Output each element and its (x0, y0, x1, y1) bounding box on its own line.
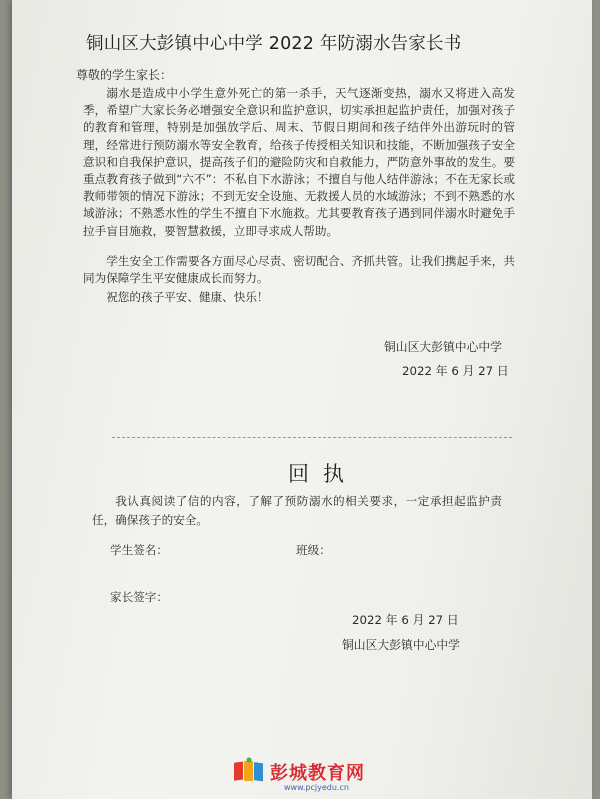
letter-paper (12, 0, 592, 799)
letter-title: 铜山区大彭镇中心中学 2022 年防溺水告家长书 (86, 34, 462, 54)
letter-greeting: 尊敬的学生家长： (76, 68, 173, 82)
reply-date: 2022 年 6 月 27 日 (352, 613, 459, 627)
letter-paragraph-2: 学生安全工作需要各方面尽心尽责、密切配合、齐抓共管。让我们携起手来，共同为保障学生平安健康成长而努力。 (83, 254, 515, 286)
class-label: 班级： (296, 543, 331, 557)
reply-signature: 铜山区大彭镇中心中学 (342, 638, 460, 652)
letter-paragraph-3: 祝您的孩子平安、健康、快乐！ (106, 290, 269, 304)
cut-line (112, 437, 512, 438)
letter-date: 2022 年 6 月 27 日 (402, 364, 509, 378)
watermark-name: 彭城教育网 (270, 763, 365, 784)
letter-signature: 铜山区大彭镇中心中学 (384, 340, 502, 354)
reply-text: 我认真阅读了信的内容，了解了预防溺水的相关要求，一定承担起监护责任，确保孩子的安全。 (92, 494, 502, 527)
student-signature-label: 学生签名： (110, 543, 168, 557)
book-logo-icon (232, 757, 266, 785)
watermark (232, 757, 382, 793)
parent-signature-label: 家长签字： (110, 590, 168, 604)
reply-title: 回执 (288, 462, 358, 486)
watermark-url: www.pcjyedu.cn (284, 783, 349, 792)
letter-paragraph-1: 溺水是造成中小学生意外死亡的第一杀手，天气逐渐变热，溺水又将进入高发季，希望广大家长务必增强安全意识和监护意识，切实承担起监护责任，加强对孩子的教育和管理，特别是加强放学后、周末、节假日期间和孩子结伴外出游玩时的管理，经常进行预防溺水等安全教育，给孩子传授相关知识和技能，不断加强孩子安全意识和自我保护意识，提高孩子们的避险防灾和自救能力，严防意外事故的发生。要重点教育孩子做到“六不”：不私自下水游泳；不擅自与他人结伴游泳；不在无家长或教师带领的情况下游泳；不到无安全设施、无救援人员的水域游泳；不到不熟悉的水域游泳；不熟悉水性的学生不擅自下水施救。尤其要教育孩子遇到同伴溺水时避免手拉手盲目施救，要智慧救援，立即寻求成人帮助。 (83, 86, 515, 238)
